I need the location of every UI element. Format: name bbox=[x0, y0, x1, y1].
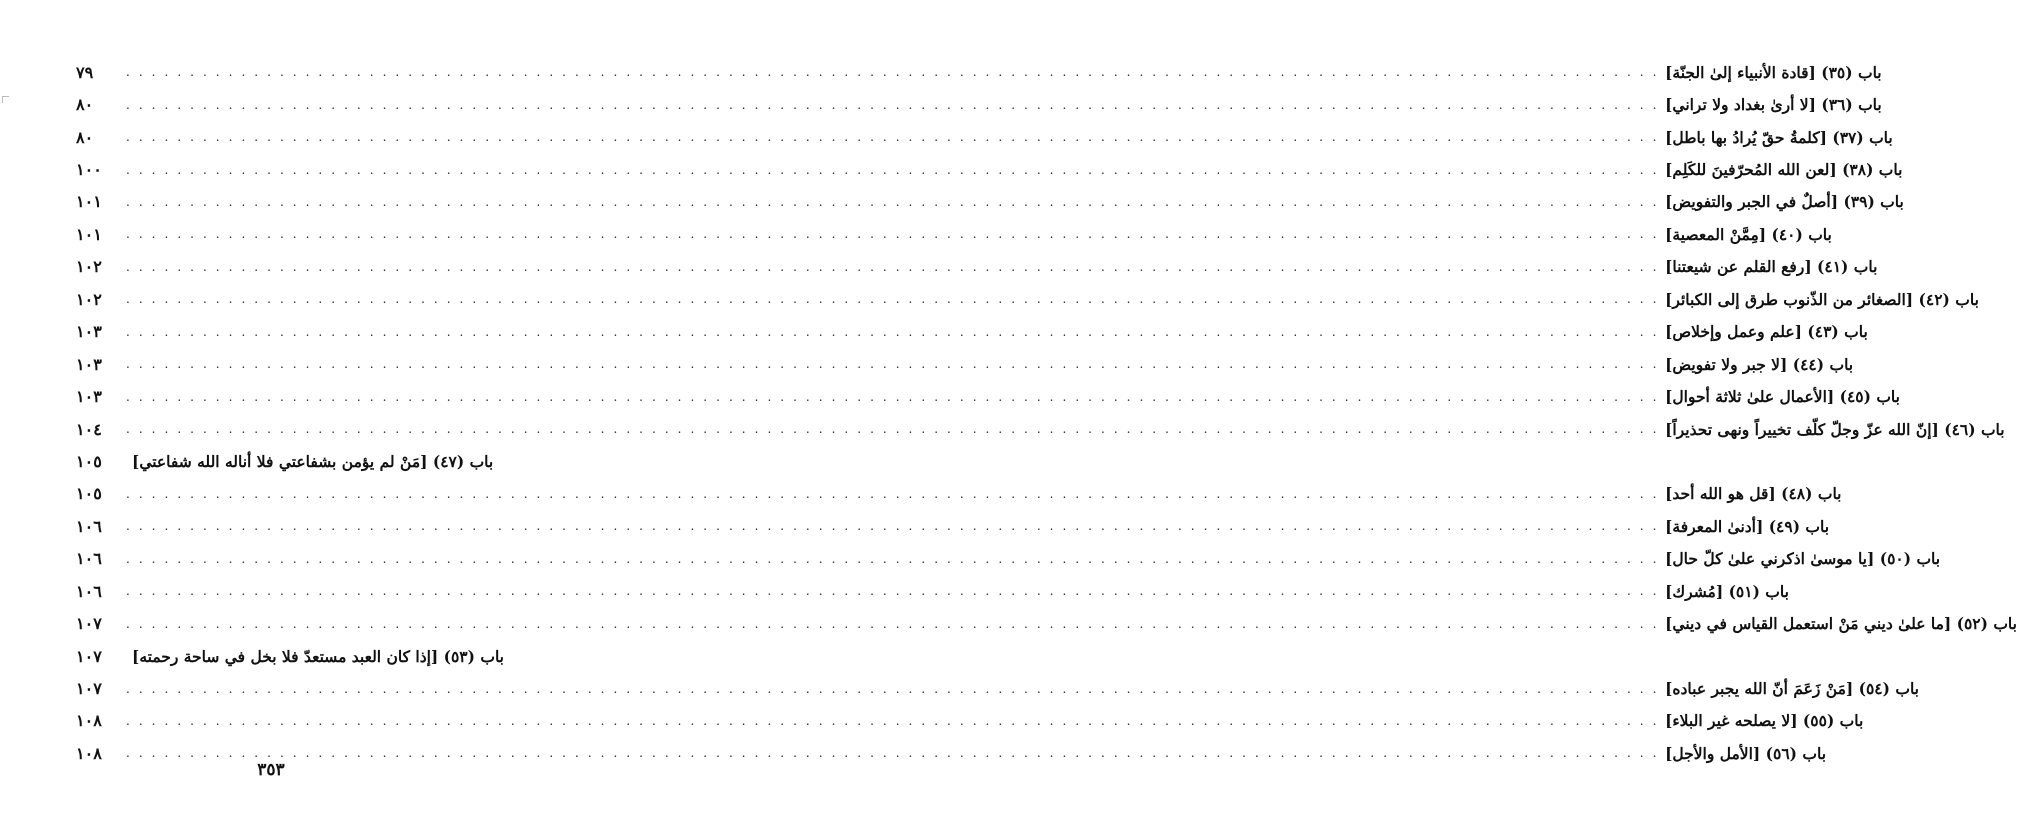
dot-leader: . . . . . . . . . . . . . . . . . . . . . . . . . . . . . . . . . . . . . . . . . . . . . . . . . . . . . . . . . . . . . . . . . . . . . . . . . . . . . . . . . . . . . . . . . . . . . . . . . . . . . . . . . . . . . . . . . . . . . . . . bbox=[126, 681, 1660, 696]
toc-entry-page: ١٠٣ bbox=[76, 322, 102, 342]
scan-corner-mark bbox=[2, 96, 9, 103]
table-of-contents bbox=[76, 56, 2017, 770]
dot-leader: . . . . . . . . . . . . . . . . . . . . . . . . . . . . . . . . . . . . . . . . . . . . . . . . . . . . . . . . . . . . . . . . . . . . . . . . . . . . . . . . . . . . . . . . . . . . . . . . . . . . . . . . . . . . . . . . . . . . . . . . bbox=[126, 584, 1660, 599]
toc-entry-title: باب (٣٨) [لعن الله المُحرّفينَ للكَلِم] bbox=[1665, 160, 1903, 180]
toc-entry-title: باب (٥٦) [الأمل والأجل] bbox=[1665, 743, 1827, 763]
toc-entry-page: ١٠٦ bbox=[76, 581, 102, 601]
toc-entry bbox=[76, 640, 504, 672]
toc-entry-title: باب (٤٨) [قل هو الله أحد] bbox=[1665, 484, 1842, 504]
toc-entry bbox=[76, 510, 1830, 542]
toc-entry-page: ١٠١ bbox=[76, 192, 102, 212]
toc-entry bbox=[76, 186, 1904, 218]
toc-entry-title: باب (٤٢) [الصغائر من الذّنوب طرق إلى الكبائر] bbox=[1665, 289, 1979, 309]
toc-entry bbox=[76, 88, 1882, 120]
page-number: ٣٥٣ bbox=[257, 760, 285, 780]
toc-entry-title: باب (٥٠) [يا موسىٰ اذكرني علىٰ كلّ حال] bbox=[1665, 549, 1941, 569]
toc-entry bbox=[76, 218, 1832, 250]
toc-entry bbox=[76, 121, 1893, 153]
toc-entry bbox=[76, 672, 1919, 704]
dot-leader: . . . . . . . . . . . . . . . . . . . . . . . . . . . . . . . . . . . . . . . . . . . . . . . . . . . . . . . . . . . . . . . . . . . . . . . . . . . . . . . . . . . . . . . . . . . . . . . . . . . . . . . . . . . . . . . . . . . . . . . . bbox=[126, 422, 1660, 437]
toc-entry-title: باب (٤٦) [إنّ الله عزّ وجلّ كلّف تخييراً ونهى تحذيراً] bbox=[1665, 419, 2005, 439]
dot-leader: . . . . . . . . . . . . . . . . . . . . . . . . . . . . . . . . . . . . . . . . . . . . . . . . . . . . . . . . . . . . . . . . . . . . . . . . . . . . . . . . . . . . . . . . . . . . . . . . . . . . . . . . . . . . . . . . . . . . . . . . bbox=[126, 389, 1660, 404]
dot-leader: . . . . . . . . . . . . . . . . . . . . . . . . . . . . . . . . . . . . . . . . . . . . . . . . . . . . . . . . . . . . . . . . . . . . . . . . . . . . . . . . . . . . . . . . . . . . . . . . . . . . . . . . . . . . . . . . . . . . . . . . bbox=[126, 746, 1660, 761]
toc-entry bbox=[76, 380, 1900, 412]
toc-entry bbox=[76, 607, 2017, 639]
toc-entry-page: ١٠٢ bbox=[76, 289, 102, 309]
dot-leader: . . . . . . . . . . . . . . . . . . . . . . . . . . . . . . . . . . . . . . . . . . . . . . . . . . . . . . . . . . . . . . . . . . . . . . . . . . . . . . . . . . . . . . . . . . . . . . . . . . . . . . . . . . . . . . . . . . . . . . . . bbox=[126, 713, 1660, 728]
toc-entry-page: ١٠٥ bbox=[76, 484, 102, 504]
toc-entry-title: باب (٤٣) [علم وعمل وإخلاص] bbox=[1665, 322, 1868, 342]
toc-entry-page: ١٠٥ bbox=[76, 451, 102, 471]
toc-entry-title: باب (٣٩) [أصلٌ في الجبر والتفويض] bbox=[1665, 192, 1904, 212]
dot-leader: . . . . . . . . . . . . . . . . . . . . . . . . . . . . . . . . . . . . . . . . . . . . . . . . . . . . . . . . . . . . . . . . . . . . . . . . . . . . . . . . . . . . . . . . . . . . . . . . . . . . . . . . . . . . . . . . . . . . . . . . bbox=[126, 97, 1660, 112]
toc-entry-page: ١٠٧ bbox=[76, 614, 102, 634]
toc-entry-title: باب (٥١) [مُشرك] bbox=[1665, 581, 1789, 601]
dot-leader: . . . . . . . . . . . . . . . . . . . . . . . . . . . . . . . . . . . . . . . . . . . . . . . . . . . . . . . . . . . . . . . . . . . . . . . . . . . . . . . . . . . . . . . . . . . . . . . . . . . . . . . . . . . . . . . . . . . . . . . . bbox=[126, 486, 1660, 501]
toc-entry-page: ١٠٠ bbox=[76, 160, 102, 180]
toc-entry-page: ٨٠ bbox=[76, 127, 94, 147]
toc-entry-page: ٨٠ bbox=[76, 95, 94, 115]
toc-entry bbox=[76, 575, 1789, 607]
toc-entry-page: ١٠٧ bbox=[76, 679, 102, 699]
toc-entry bbox=[76, 153, 1903, 185]
dot-leader: . . . . . . . . . . . . . . . . . . . . . . . . . . . . . . . . . . . . . . . . . . . . . . . . . . . . . . . . . . . . . . . . . . . . . . . . . . . . . . . . . . . . . . . . . . . . . . . . . . . . . . . . . . . . . . . . . . . . . . . . bbox=[126, 227, 1660, 242]
toc-entry-title: باب (٤٩) [أدنىٰ المعرفة] bbox=[1665, 516, 1830, 536]
toc-entry-page: ١٠٢ bbox=[76, 257, 102, 277]
toc-entry-page: ١٠٣ bbox=[76, 354, 102, 374]
toc-entry-title: باب (٤١) [رفع القلم عن شيعتنا] bbox=[1665, 257, 1878, 277]
dot-leader: . . . . . . . . . . . . . . . . . . . . . . . . . . . . . . . . . . . . . . . . . . . . . . . . . . . . . . . . . . . . . . . . . . . . . . . . . . . . . . . . . . . . . . . . . . . . . . . . . . . . . . . . . . . . . . . . . . . . . . . . bbox=[126, 259, 1660, 274]
toc-entry-page: ١٠٧ bbox=[76, 646, 102, 666]
dot-leader: . . . . . . . . . . . . . . . . . . . . . . . . . . . . . . . . . . . . . . . . . . . . . . . . . . . . . . . . . . . . . . . . . . . . . . . . . . . . . . . . . . . . . . . . . . . . . . . . . . . . . . . . . . . . . . . . . . . . . . . . bbox=[126, 616, 1660, 631]
toc-entry-title: باب (٤٧) [مَنْ لم يؤمن بشفاعتي فلا أناله الله شفاعتي] bbox=[132, 451, 494, 471]
dot-leader: . . . . . . . . . . . . . . . . . . . . . . . . . . . . . . . . . . . . . . . . . . . . . . . . . . . . . . . . . . . . . . . . . . . . . . . . . . . . . . . . . . . . . . . . . . . . . . . . . . . . . . . . . . . . . . . . . . . . . . . . bbox=[126, 65, 1660, 80]
toc-entry-page: ١٠٦ bbox=[76, 516, 102, 536]
dot-leader: . . . . . . . . . . . . . . . . . . . . . . . . . . . . . . . . . . . . . . . . . . . . . . . . . . . . . . . . . . . . . . . . . . . . . . . . . . . . . . . . . . . . . . . . . . . . . . . . . . . . . . . . . . . . . . . . . . . . . . . . bbox=[126, 357, 1660, 372]
toc-entry-page: ١٠٤ bbox=[76, 419, 102, 439]
toc-entry bbox=[76, 251, 1878, 283]
toc-entry-title: باب (٥٢) [ما علىٰ ديني مَنْ استعمل القياس في ديني] bbox=[1665, 614, 2017, 634]
toc-entry-page: ١٠٨ bbox=[76, 743, 102, 763]
toc-entry bbox=[76, 283, 1979, 315]
toc-entry bbox=[76, 56, 1882, 88]
toc-entry bbox=[76, 348, 1854, 380]
dot-leader: . . . . . . . . . . . . . . . . . . . . . . . . . . . . . . . . . . . . . . . . . . . . . . . . . . . . . . . . . . . . . . . . . . . . . . . . . . . . . . . . . . . . . . . . . . . . . . . . . . . . . . . . . . . . . . . . . . . . . . . . bbox=[126, 194, 1660, 209]
toc-entry-page: ١٠٨ bbox=[76, 711, 102, 731]
dot-leader: . . . . . . . . . . . . . . . . . . . . . . . . . . . . . . . . . . . . . . . . . . . . . . . . . . . . . . . . . . . . . . . . . . . . . . . . . . . . . . . . . . . . . . . . . . . . . . . . . . . . . . . . . . . . . . . . . . . . . . . . bbox=[126, 519, 1660, 534]
toc-entry bbox=[76, 445, 494, 477]
toc-entry-title: باب (٥٣) [إذا كان العبد مستعدّ فلا بخل في ساحة رحمته] bbox=[132, 646, 504, 666]
toc-entry bbox=[76, 478, 1842, 510]
dot-leader: . . . . . . . . . . . . . . . . . . . . . . . . . . . . . . . . . . . . . . . . . . . . . . . . . . . . . . . . . . . . . . . . . . . . . . . . . . . . . . . . . . . . . . . . . . . . . . . . . . . . . . . . . . . . . . . . . . . . . . . . bbox=[126, 162, 1660, 177]
dot-leader: . . . . . . . . . . . . . . . . . . . . . . . . . . . . . . . . . . . . . . . . . . . . . . . . . . . . . . . . . . . . . . . . . . . . . . . . . . . . . . . . . . . . . . . . . . . . . . . . . . . . . . . . . . . . . . . . . . . . . . . . bbox=[126, 324, 1660, 339]
toc-entry-page: ١٠٣ bbox=[76, 387, 102, 407]
toc-entry-title: باب (٣٥) [قادة الأنبياء إلىٰ الجنّة] bbox=[1665, 62, 1882, 82]
toc-entry-title: باب (٥٤) [مَنْ زَعَمَ أنّ الله يجبر عباده] bbox=[1665, 679, 1919, 699]
toc-entry-title: باب (٥٥) [لا يصلحه غير البلاء] bbox=[1665, 711, 1864, 731]
dot-leader: . . . . . . . . . . . . . . . . . . . . . . . . . . . . . . . . . . . . . . . . . . . . . . . . . . . . . . . . . . . . . . . . . . . . . . . . . . . . . . . . . . . . . . . . . . . . . . . . . . . . . . . . . . . . . . . . . . . . . . . . bbox=[126, 292, 1660, 307]
dot-leader: . . . . . . . . . . . . . . . . . . . . . . . . . . . . . . . . . . . . . . . . . . . . . . . . . . . . . . . . . . . . . . . . . . . . . . . . . . . . . . . . . . . . . . . . . . . . . . . . . . . . . . . . . . . . . . . . . . . . . . . . bbox=[126, 130, 1660, 145]
toc-entry-page: ١٠٦ bbox=[76, 549, 102, 569]
toc-entry-title: باب (٣٧) [كلمةُ حقّ يُرادُ بها باطل] bbox=[1665, 127, 1893, 147]
toc-entry-title: باب (٣٦) [لا أرىٰ بغداد ولا تراني] bbox=[1665, 95, 1882, 115]
toc-entry-page: ١٠١ bbox=[76, 224, 102, 244]
toc-entry-title: باب (٤٤) [لا جبر ولا تفويض] bbox=[1665, 354, 1854, 374]
toc-entry bbox=[76, 543, 1941, 575]
toc-entry bbox=[76, 316, 1868, 348]
dot-leader: . . . . . . . . . . . . . . . . . . . . . . . . . . . . . . . . . . . . . . . . . . . . . . . . . . . . . . . . . . . . . . . . . . . . . . . . . . . . . . . . . . . . . . . . . . . . . . . . . . . . . . . . . . . . . . . . . . . . . . . . bbox=[126, 551, 1660, 566]
toc-entry-title: باب (٤٥) [الأعمال علىٰ ثلاثة أحوال] bbox=[1665, 387, 1900, 407]
toc-entry bbox=[76, 705, 1864, 737]
toc-entry-title: باب (٤٠) [مِمَّنْ المعصية] bbox=[1665, 224, 1832, 244]
toc-entry bbox=[76, 413, 2005, 445]
toc-entry-page: ٧٩ bbox=[76, 62, 94, 82]
